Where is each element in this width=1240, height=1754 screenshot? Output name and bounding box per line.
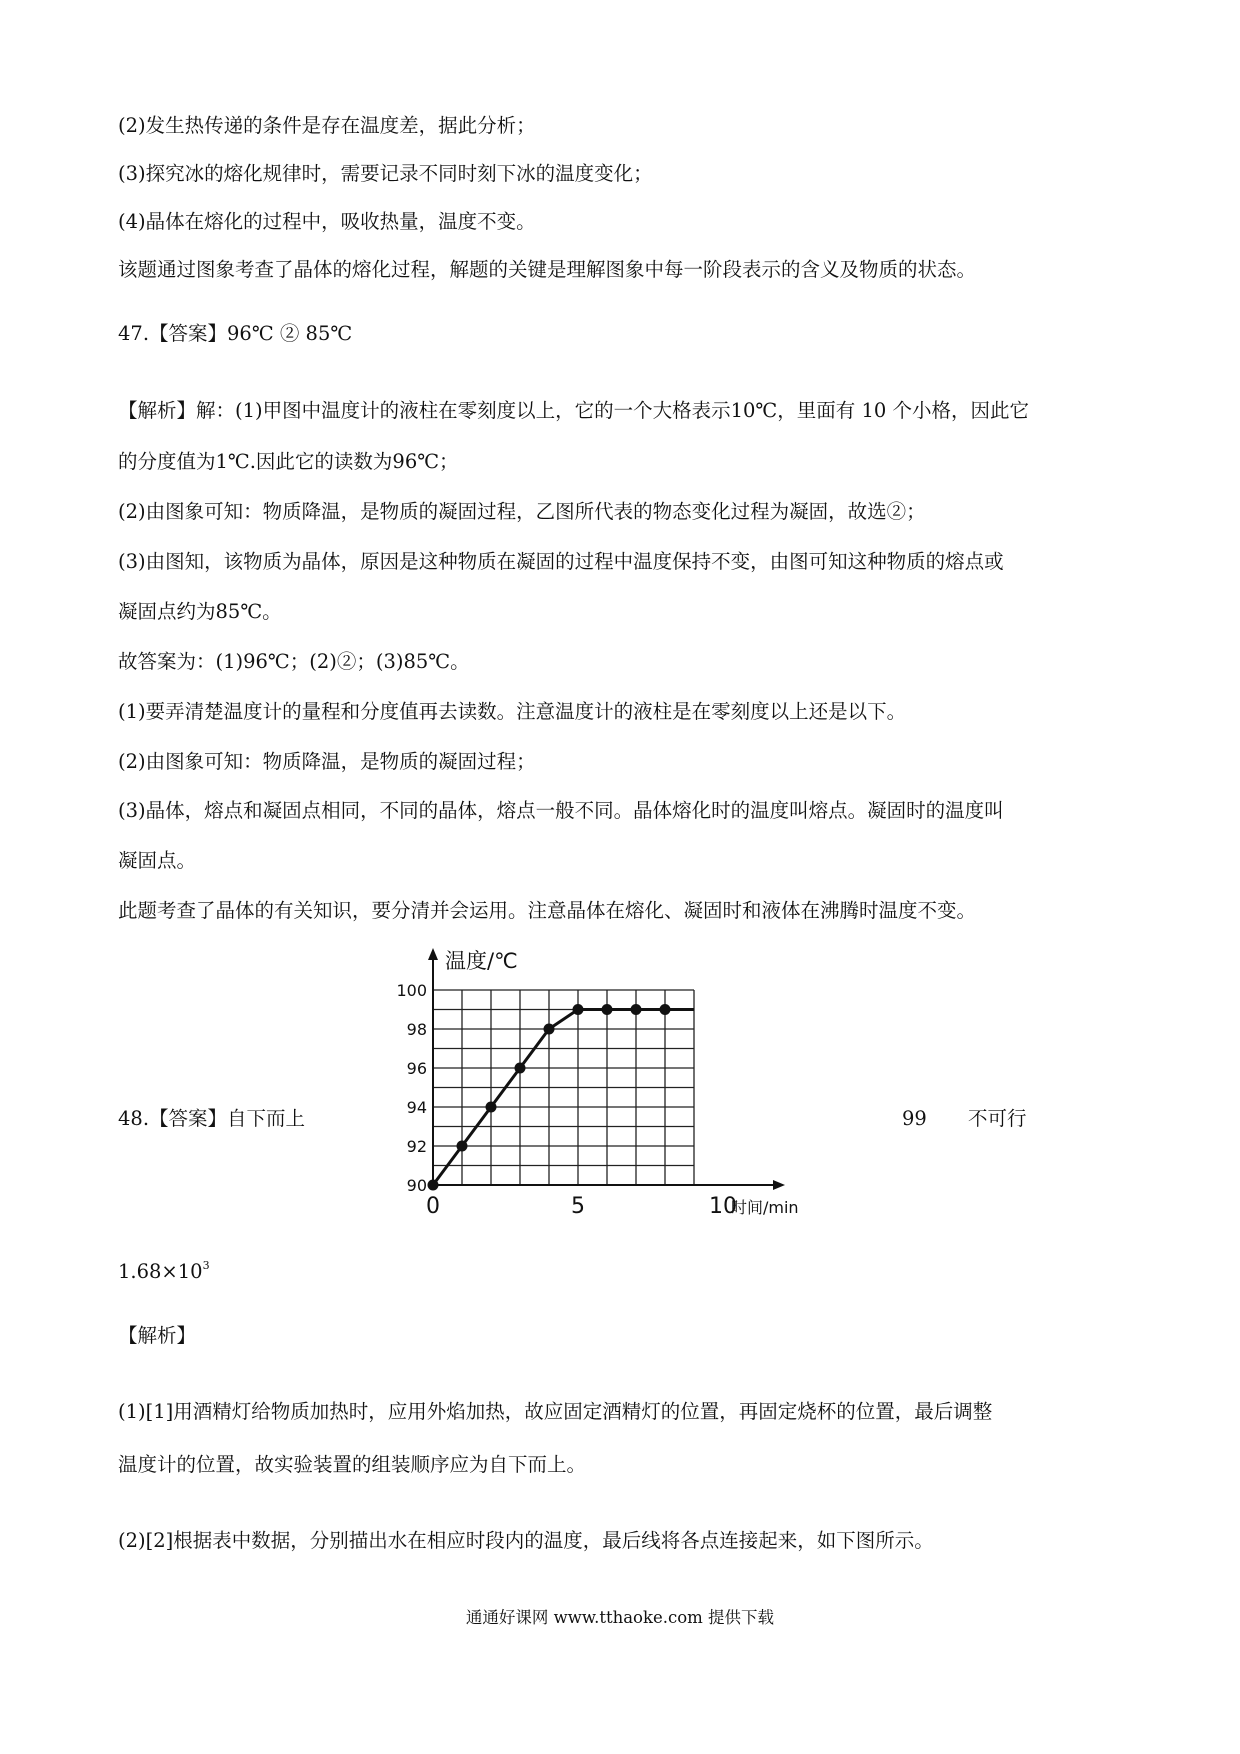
data-point <box>602 1004 613 1015</box>
data-point <box>544 1024 555 1035</box>
y-tick-labels <box>396 981 427 1195</box>
text-line: 的分度值为1℃.因此它的读数为96℃； <box>118 450 459 473</box>
data-point <box>631 1004 642 1015</box>
text-line: 【解析】解：(1)甲图中温度计的液柱在零刻度以上，它的一个大格表示10℃，里面有 10 个小格，因此它 <box>118 399 1029 422</box>
page-footer: 通通好课网 www.tthaoke.com 提供下载 <box>465 1608 775 1627</box>
text-line: (2)由图象可知：物质降温，是物质的凝固过程，乙图所代表的物态变化过程为凝固，故选②； <box>118 500 926 523</box>
data-point <box>486 1102 497 1113</box>
y-axis-arrow <box>428 948 438 960</box>
series-line <box>433 1010 694 1186</box>
y-tick-label: 94 <box>406 1098 427 1117</box>
q48-answer-4: $1.68\times 10^3$ <box>118 1259 210 1283</box>
y-tick-label: 96 <box>406 1059 427 1078</box>
text-line: (1)[1]用酒精灯给物质加热时，应用外焰加热，故应固定酒精灯的位置，再固定烧杯的位置，最后调整 <box>118 1400 993 1423</box>
text-line: 温度计的位置，故实验装置的组装顺序应为自下而上。 <box>118 1453 587 1476</box>
text-line: 故答案为：(1)96℃；(2)②；(3)85℃。 <box>118 650 470 673</box>
text-line: (3)晶体，熔点和凝固点相同，不同的晶体，熔点一般不同。晶体熔化时的温度叫熔点。凝固时的温度叫 <box>118 799 1004 822</box>
x-axis-arrow <box>773 1180 785 1190</box>
x-axis-label: 时间/min <box>731 1198 799 1217</box>
y-tick-label: 98 <box>406 1020 427 1039</box>
text-line: (2)发生热传递的条件是存在温度差，据此分析； <box>118 114 536 137</box>
y-tick-label: 100 <box>396 981 427 1000</box>
chart-axes <box>428 948 799 1217</box>
data-point <box>457 1141 468 1152</box>
x-tick-label: 0 <box>426 1194 440 1219</box>
q47-answer: 47.【答案】96℃ ② 85℃ <box>118 322 353 345</box>
data-point <box>573 1004 584 1015</box>
temperature-time-chart <box>375 940 855 1245</box>
data-point <box>515 1063 526 1074</box>
text-line: (3)探究冰的熔化规律时，需要记录不同时刻下冰的温度变化； <box>118 162 653 185</box>
text-line: (2)由图象可知：物质降温，是物质的凝固过程； <box>118 750 536 773</box>
data-point <box>428 1180 439 1191</box>
y-tick-label: 92 <box>406 1137 427 1156</box>
data-series <box>428 1004 695 1191</box>
q48-answer-3: 不可行 <box>968 1107 1027 1130</box>
text-line: (1)要弄清楚温度计的量程和分度值再去读数。注意温度计的液柱是在零刻度以上还是以下。 <box>118 700 907 723</box>
text-line: 此题考查了晶体的有关知识，要分清并会运用。注意晶体在熔化、凝固时和液体在沸腾时温度不变。 <box>118 899 977 922</box>
x-tick-labels <box>426 1194 737 1219</box>
analysis-heading: 【解析】 <box>118 1324 197 1347</box>
text-line: (2)[2]根据表中数据，分别描出水在相应时段内的温度，最后线将各点连接起来，如下图所示。 <box>118 1529 934 1552</box>
data-point <box>660 1004 671 1015</box>
x-tick-label: 10 <box>709 1194 737 1219</box>
text-line: (4)晶体在熔化的过程中，吸收热量，温度不变。 <box>118 210 536 233</box>
q48-answer-2: 99 <box>902 1107 927 1130</box>
text-line: 该题通过图象考查了晶体的熔化过程，解题的关键是理解图象中每一阶段表示的含义及物质的状态。 <box>118 258 977 281</box>
x-tick-label: 5 <box>571 1194 585 1219</box>
y-axis-label: 温度/℃ <box>445 949 518 973</box>
text-line: 凝固点。 <box>118 849 197 872</box>
text-line: (3)由图知，该物质为晶体，原因是这种物质在凝固的过程中温度保持不变，由图可知这种物质的熔点或 <box>118 550 1004 573</box>
y-tick-label: 90 <box>406 1176 427 1195</box>
text-line: 凝固点约为85℃。 <box>118 600 282 623</box>
q48-answer-prefix: 48.【答案】自下而上 <box>118 1107 306 1130</box>
